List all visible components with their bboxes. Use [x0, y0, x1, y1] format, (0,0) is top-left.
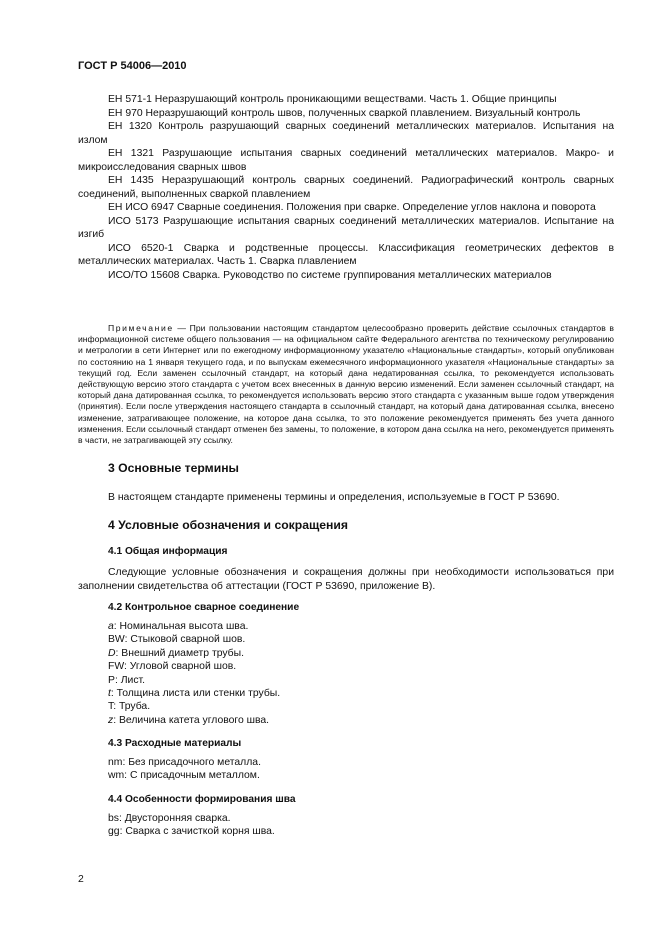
section-4-3-list: [108, 756, 261, 783]
section-4-4-list: [108, 812, 275, 839]
list-item: FW: Угловой сварной шов.: [108, 661, 237, 673]
section-4-3-heading: 4.3 Расходные материалы: [108, 738, 242, 749]
section-4-4-heading: 4.4 Особенности формирования шва: [108, 794, 296, 805]
note-block: [78, 323, 614, 446]
reference-item: ЕН 1321 Разрушающие испытания сварных соединений металлических материалов. Макро- и микроисследования сварных швов: [78, 148, 614, 173]
list-item: nm: Без присадочного металла.: [108, 757, 261, 768]
section-4-2-heading: 4.2 Контрольное сварное соединение: [108, 602, 300, 613]
section-4-2-list: [108, 620, 280, 727]
reference-list: [78, 93, 614, 282]
reference-item: ЕН 970 Неразрушающий контроль швов, полученных сваркой плавлением. Визуальный контроль: [108, 107, 581, 119]
list-item: z: Величина катета углового шва.: [108, 714, 270, 726]
list-item: T: Труба.: [108, 701, 151, 713]
list-item: BW: Стыковой сварной шов.: [108, 634, 246, 646]
reference-item: ЕН ИСО 6947 Сварные соединения. Положения при сварке. Определение углов наклона и поворота: [108, 202, 596, 213]
reference-item: ИСО 5173 Разрушающие испытания сварных соединений металлических материалов. Испытание на изгиб: [78, 215, 614, 240]
section-3-text: В настоящем стандарте применены термины и определения, используемые в ГОСТ Р 53690.: [108, 492, 560, 503]
list-item: gg: Сварка с зачисткой корня шва.: [108, 826, 275, 838]
reference-item: ЕН 1320 Контроль разрушающий сварных соединений металлических материалов. Испытания на излом: [78, 121, 614, 146]
note-text: — При пользовании настоящим стандартом целесообразно проверить действие ссылочных стандартов в информационной системе общего пользования — на официальном сайте Федерального агентства по техническому регулированию и метрологии в сети Интернет или по ежегодному информационному указателю «Национальные стандарты», который опубликован по состоянию на 1 января текущего года, и по выпускам ежемесячного информационного указателя «Национальные стандарты» за текущий год. Если заменен ссылочный стандарт, на который дана недатированная ссылка, то рекомендуется использовать действующую версию этого стандарта с учетом всех внесенных в данную версию изменений. Если заменен ссылочный стандарт, на который дана датированная ссылка, то рекомендуется использовать версию этого стандарта с указанным выше годом утверждения (принятия). Если после утверждения настоящего стандарта в ссылочный стандарт, на который дана датированная ссылка, внесено изменение, затрагивающее положение, на которое дана ссылка, то это положение рекомендуется применять без учета данного изменения. Если ссылочный стандарт отменен без замены, то положение, в котором дана ссылка на него, рекомендуется применять в части, не затрагивающей эту ссылку.: [78, 323, 614, 446]
list-item: t: Толщина листа или стенки трубы.: [108, 688, 281, 700]
list-item: a: Номинальная высота шва.: [108, 621, 249, 632]
list-item: bs: Двусторонняя сварка.: [108, 813, 231, 824]
reference-item: ИСО/ТО 15608 Сварка. Руководство по системе группирования металлических материалов: [108, 269, 552, 281]
reference-item: ИСО 6520-1 Сварка и родственные процессы. Классификация геометрических дефектов в металлических материалах. Часть 1. Сварка плавлением: [78, 242, 614, 267]
section-4-heading: 4 Условные обозначения и сокращения: [108, 518, 349, 532]
section-4-1-text: Следующие условные обозначения и сокращения должны при необходимости использоваться при заполнении свидетельства об аттестации (ГОСТ Р 53690, приложение В).: [78, 567, 614, 592]
page-number: 2: [78, 874, 84, 885]
list-item: D: Внешний диаметр трубы.: [108, 647, 244, 659]
note-label: Примечание: [108, 323, 174, 333]
reference-item: ЕН 571-1 Неразрушающий контроль проникающими веществами. Часть 1. Общие принципы: [108, 94, 557, 105]
reference-item: ЕН 1435 Неразрушающий контроль сварных соединений. Радиографический контроль сварных соединений, выполненных сваркой плавлением: [78, 175, 614, 200]
list-item: P: Лист.: [108, 674, 146, 686]
section-3-heading: 3 Основные термины: [108, 461, 239, 475]
list-item: wm: С присадочным металлом.: [108, 770, 260, 782]
section-4-1-heading: 4.1 Общая информация: [108, 546, 228, 557]
document-header: ГОСТ Р 54006—2010: [78, 60, 187, 72]
